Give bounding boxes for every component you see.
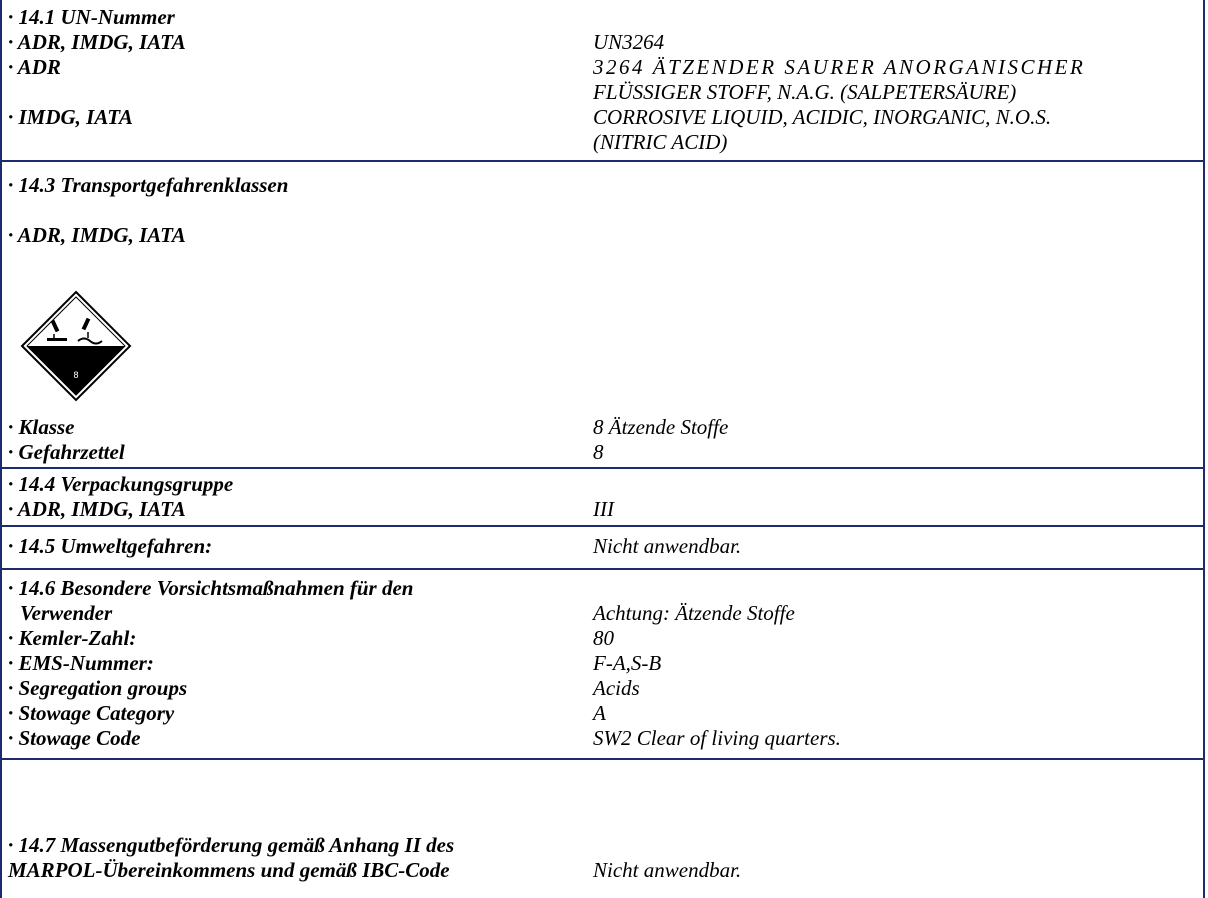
packing-group-label: · ADR, IMDG, IATA: [8, 497, 186, 521]
section-14-6-heading-line1: · 14.6 Besondere Vorsichtsmaßnahmen für den: [8, 576, 414, 600]
ems-value: F-A,S-B: [593, 651, 662, 675]
packing-group-value: III: [593, 497, 614, 521]
section-14-5-value: Nicht anwendbar.: [593, 534, 742, 558]
gefahrzettel-label: · Gefahrzettel: [8, 440, 125, 464]
adr-name-value-line2: FLÜSSIGER STOFF, N.A.G. (SALPETERSÄURE): [593, 80, 1017, 104]
adr-name-value-line1: 3264 ÄTZENDER SAURER ANORGANISCHER: [593, 55, 1086, 79]
pictogram-class-number: 8: [73, 370, 79, 380]
imdg-iata-name-value-line1: CORROSIVE LIQUID, ACIDIC, INORGANIC, N.O.S.: [593, 105, 1052, 129]
kemler-label: · Kemler-Zahl:: [8, 626, 137, 650]
section-14-7-heading-line1: · 14.7 Massengutbeförderung gemäß Anhang II des: [8, 833, 455, 857]
klasse-label: · Klasse: [8, 415, 75, 439]
section-divider: [0, 160, 1203, 162]
section-14-3-heading: · 14.3 Transportgefahrenklassen: [8, 173, 289, 197]
section-14-1-heading: · 14.1 UN-Nummer: [8, 5, 175, 29]
stowage-category-label: · Stowage Category: [8, 701, 175, 725]
section-14-6-heading-value: Achtung: Ätzende Stoffe: [593, 601, 795, 625]
kemler-value: 80: [593, 626, 614, 650]
section-14-5-label: · 14.5 Umweltgefahren:: [8, 534, 213, 558]
gefahrzettel-value: 8: [593, 440, 604, 464]
section-14-6-heading-line2: Verwender: [20, 601, 113, 625]
stowage-category-value: A: [593, 701, 606, 725]
adr-name-label: · ADR: [8, 55, 61, 79]
un-number-label: · ADR, IMDG, IATA: [8, 30, 186, 54]
klasse-value: 8 Ätzende Stoffe: [593, 415, 729, 439]
section-14-7-value: Nicht anwendbar.: [593, 858, 742, 882]
segregation-value: Acids: [593, 676, 640, 700]
section-divider: [0, 758, 1203, 760]
section-divider: [0, 568, 1203, 570]
section-divider: [0, 467, 1203, 469]
un-number-value: UN3264: [593, 30, 665, 54]
section-14-7-heading-line2: MARPOL-Übereinkommens und gemäß IBC-Code: [8, 858, 450, 882]
imdg-iata-name-value-line2: (NITRIC ACID): [593, 130, 728, 154]
stowage-code-label: · Stowage Code: [8, 726, 141, 750]
corrosive-hazard-class-8-icon: [20, 290, 132, 402]
transport-class-sub-label: · ADR, IMDG, IATA: [8, 223, 186, 247]
section-14-4-heading: · 14.4 Verpackungsgruppe: [8, 472, 234, 496]
ems-label: · EMS-Nummer:: [8, 651, 154, 675]
segregation-label: · Segregation groups: [8, 676, 188, 700]
stowage-code-value: SW2 Clear of living quarters.: [593, 726, 841, 750]
section-divider: [0, 525, 1203, 527]
imdg-iata-name-label: · IMDG, IATA: [8, 105, 133, 129]
